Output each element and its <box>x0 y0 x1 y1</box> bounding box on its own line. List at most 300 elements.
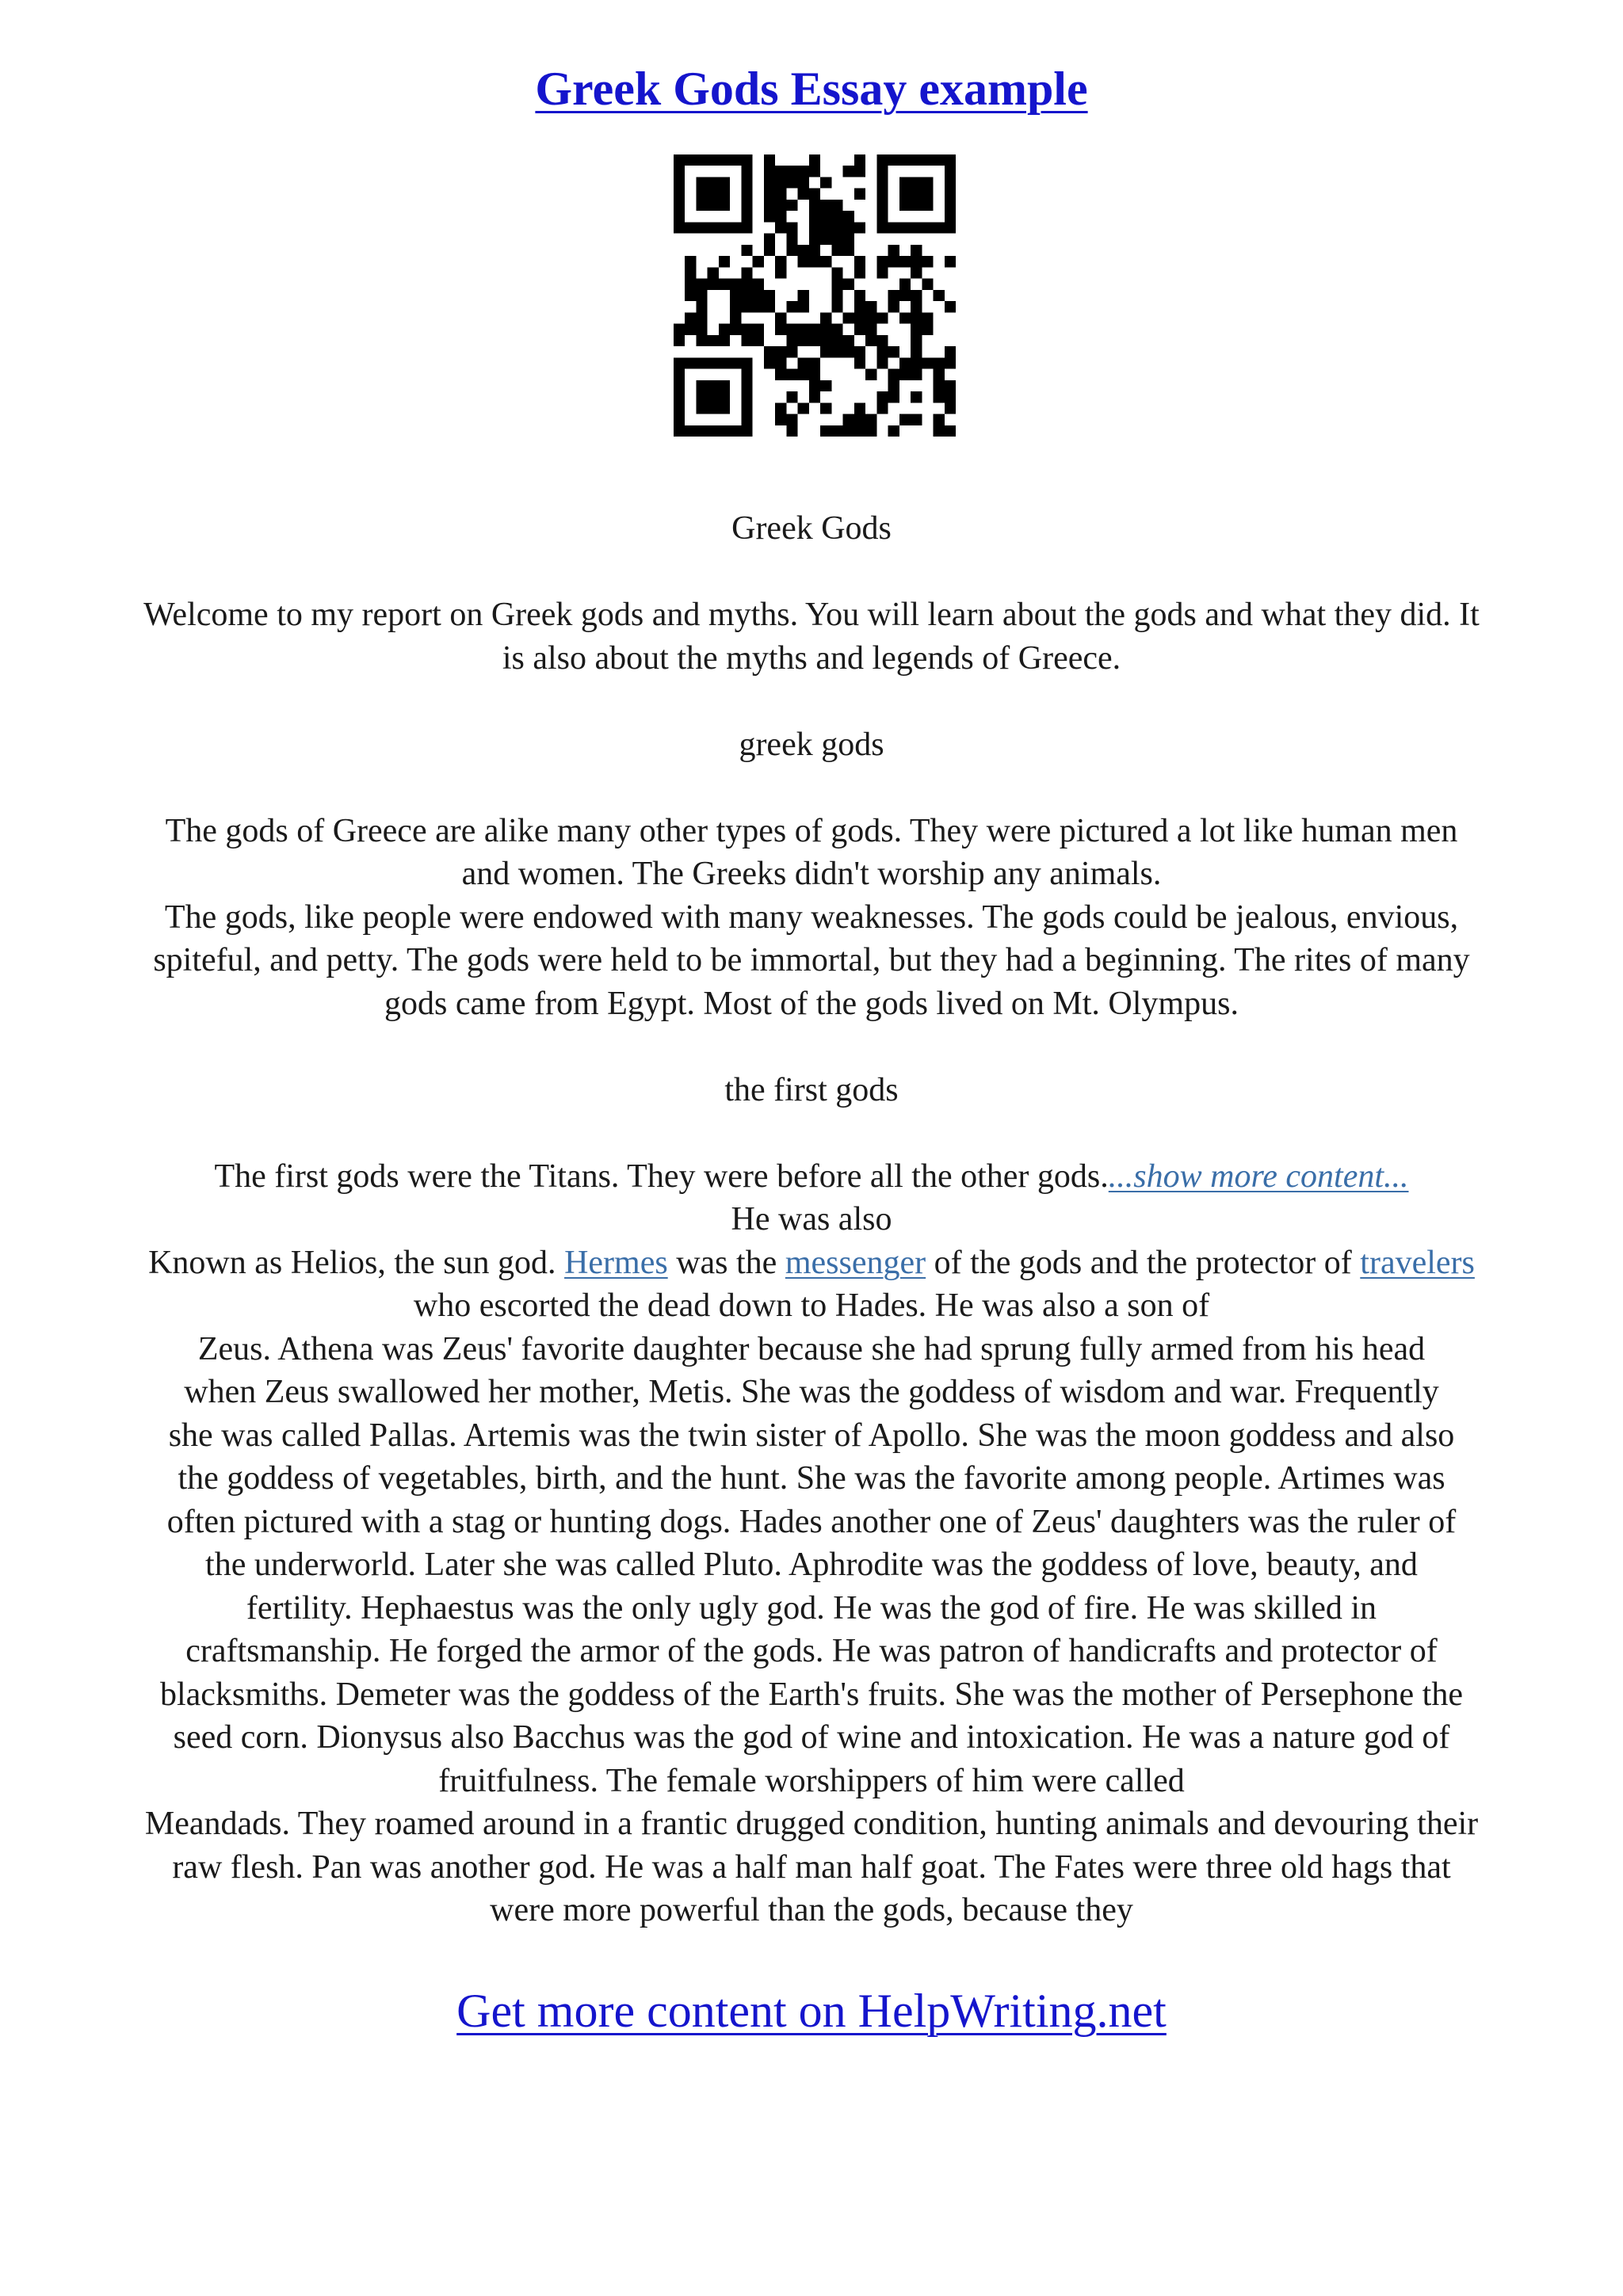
qr-module <box>696 290 707 301</box>
qr-module <box>764 290 775 301</box>
qr-module <box>911 189 922 200</box>
qr-module <box>922 200 933 211</box>
paragraph-line: gods came from Egypt. Most of the gods lived on Mt. Olympus. <box>384 985 1239 1022</box>
qr-module <box>696 154 707 166</box>
qr-module <box>865 369 876 380</box>
qr-module <box>741 414 752 425</box>
qr-module <box>685 267 696 278</box>
qr-module <box>798 369 809 380</box>
paragraph-line: He was also <box>731 1201 892 1238</box>
qr-module <box>854 312 865 323</box>
paragraph-line: The gods of Greece are alike many other types of gods. They were pictured a lot like human men <box>165 812 1458 849</box>
qr-module <box>899 189 911 200</box>
qr-module <box>696 335 707 346</box>
qr-module <box>945 211 956 222</box>
qr-module <box>843 245 854 256</box>
qr-module <box>843 222 854 233</box>
qr-module <box>775 200 786 211</box>
qr-module <box>843 425 854 437</box>
title-link[interactable]: Greek Gods Essay example <box>535 63 1088 115</box>
paragraph-line: who escorted the dead down to Hades. He was also a son of <box>413 1287 1210 1324</box>
qr-module <box>775 312 786 323</box>
qr-module <box>945 357 956 368</box>
qr-module <box>741 369 752 380</box>
qr-module <box>708 425 719 437</box>
qr-module <box>843 211 854 222</box>
qr-module <box>945 222 956 233</box>
qr-module <box>719 391 730 402</box>
qr-module <box>730 279 741 290</box>
qr-module <box>741 380 752 391</box>
qr-module <box>876 391 888 402</box>
qr-module <box>809 380 820 391</box>
qr-module <box>809 154 820 166</box>
qr-module <box>831 200 842 211</box>
qr-module <box>708 189 719 200</box>
qr-module <box>911 154 922 166</box>
messenger-link[interactable]: messenger <box>785 1244 926 1281</box>
qr-module <box>899 357 911 368</box>
qr-module <box>820 425 831 437</box>
qr-module <box>798 402 809 414</box>
qr-module <box>786 425 797 437</box>
qr-module <box>775 414 786 425</box>
qr-module <box>945 177 956 188</box>
qr-module <box>809 335 820 346</box>
qr-module <box>674 357 685 368</box>
qr-module <box>719 335 730 346</box>
qr-module <box>854 267 865 278</box>
qr-module <box>911 335 922 346</box>
qr-module <box>764 211 775 222</box>
qr-module <box>741 402 752 414</box>
paragraph-line: the goddess of vegetables, birth, and the hunt. She was the favorite among people. Artimes was <box>178 1460 1445 1497</box>
qr-module <box>741 245 752 256</box>
qr-module <box>786 234 797 245</box>
qr-module <box>876 177 888 188</box>
qr-module <box>876 200 888 211</box>
qr-module <box>674 391 685 402</box>
qr-module <box>730 324 741 335</box>
qr-module <box>719 380 730 391</box>
qr-module <box>696 380 707 391</box>
qr-module <box>719 357 730 368</box>
qr-module <box>730 301 741 312</box>
qr-module <box>854 290 865 301</box>
essay-body <box>55 507 1568 1932</box>
qr-module <box>685 256 696 267</box>
qr-module <box>674 335 685 346</box>
qr-module <box>798 357 809 368</box>
qr-module <box>911 369 922 380</box>
qr-module <box>820 234 831 245</box>
qr-module <box>922 177 933 188</box>
qr-module <box>786 324 797 335</box>
qr-module <box>674 324 685 335</box>
qr-module <box>719 324 730 335</box>
qr-module <box>719 425 730 437</box>
qr-module <box>911 290 922 301</box>
qr-module <box>922 324 933 335</box>
qr-module <box>922 189 933 200</box>
qr-module <box>764 245 775 256</box>
qr-module <box>843 312 854 323</box>
qr-module <box>809 369 820 380</box>
qr-module <box>911 357 922 368</box>
qr-module <box>820 324 831 335</box>
qr-module <box>798 166 809 177</box>
paragraph-line: were more powerful than the gods, because they <box>490 1892 1133 1928</box>
qr-module <box>899 369 911 380</box>
qr-module <box>831 234 842 245</box>
qr-module <box>786 301 797 312</box>
qr-module <box>798 189 809 200</box>
qr-module <box>843 166 854 177</box>
qr-module <box>741 267 752 278</box>
qr-module <box>685 324 696 335</box>
get-more-content-link[interactable]: Get more content on HelpWriting.net <box>456 1985 1167 2037</box>
section-heading: the first gods <box>724 1071 899 1108</box>
hermes-link[interactable]: Hermes <box>564 1244 668 1281</box>
qr-module <box>786 346 797 357</box>
qr-module <box>854 357 865 368</box>
qr-module <box>719 222 730 233</box>
qr-module <box>888 369 899 380</box>
qr-module <box>685 279 696 290</box>
qr-module <box>741 357 752 368</box>
qr-module <box>730 154 741 166</box>
qr-module <box>854 425 865 437</box>
qr-module <box>911 301 922 312</box>
qr-module <box>831 245 842 256</box>
qr-module <box>922 357 933 368</box>
qr-module <box>922 222 933 233</box>
qr-module <box>764 200 775 211</box>
qr-module <box>764 346 775 357</box>
qr-code-image <box>674 154 956 437</box>
qr-module <box>934 380 945 391</box>
qr-module <box>741 335 752 346</box>
qr-module <box>934 154 945 166</box>
show-more-link[interactable]: ...show more content... <box>1108 1158 1409 1195</box>
paragraph-line: Zeus. Athena was Zeus' favorite daughter because she had sprung fully armed from his head <box>197 1330 1426 1367</box>
qr-module <box>899 414 911 425</box>
qr-module <box>741 301 752 312</box>
qr-module <box>741 425 752 437</box>
paragraph-text: The first gods were the Titans. They were before all the other gods. <box>214 1158 1109 1195</box>
qr-module <box>843 279 854 290</box>
qr-module <box>708 279 719 290</box>
qr-module <box>786 222 797 233</box>
qr-module <box>708 222 719 233</box>
qr-module <box>741 279 752 290</box>
qr-module <box>911 324 922 335</box>
qr-module <box>945 200 956 211</box>
qr-module <box>934 290 945 301</box>
blank-line <box>55 1025 1568 1069</box>
qr-module <box>876 267 888 278</box>
qr-module <box>809 234 820 245</box>
qr-module <box>798 256 809 267</box>
qr-module <box>696 391 707 402</box>
qr-module <box>876 335 888 346</box>
paragraph-line: Meandads. They roamed around in a frantic drugged condition, hunting animals and devouring their <box>144 1806 1479 1842</box>
qr-module <box>888 425 899 437</box>
qr-module <box>741 189 752 200</box>
qr-module <box>696 279 707 290</box>
qr-module <box>809 391 820 402</box>
qr-module <box>922 312 933 323</box>
qr-module <box>876 346 888 357</box>
qr-module <box>730 290 741 301</box>
qr-module <box>708 154 719 166</box>
qr-module <box>876 189 888 200</box>
paragraph-line: fertility. Hephaestus was the only ugly god. He was the god of fire. He was skilled in <box>246 1589 1377 1627</box>
qr-module <box>843 346 854 357</box>
qr-module <box>696 177 707 188</box>
qr-module <box>820 211 831 222</box>
paragraph-line: raw flesh. Pan was another god. He was a half man half goat. The Fates were three old hags that <box>172 1848 1451 1886</box>
qr-module <box>809 357 820 368</box>
qr-module <box>775 369 786 380</box>
qr-module <box>741 166 752 177</box>
qr-module <box>685 312 696 323</box>
qr-module <box>876 312 888 323</box>
paragraph-line <box>55 1155 1568 1199</box>
qr-module <box>876 211 888 222</box>
qr-module <box>922 154 933 166</box>
qr-module <box>730 425 741 437</box>
qr-module <box>708 391 719 402</box>
qr-module <box>945 391 956 402</box>
qr-module <box>854 301 865 312</box>
qr-module <box>831 222 842 233</box>
qr-module <box>775 346 786 357</box>
travelers-link[interactable]: travelers <box>1360 1244 1475 1281</box>
qr-module <box>809 222 820 233</box>
qr-module <box>674 177 685 188</box>
qr-module <box>764 301 775 312</box>
qr-module <box>798 335 809 346</box>
qr-module <box>922 256 933 267</box>
qr-module <box>854 414 865 425</box>
qr-module <box>854 346 865 357</box>
paragraph-text: of the gods and the protector of <box>926 1244 1361 1281</box>
qr-module <box>775 267 786 278</box>
qr-module <box>674 369 685 380</box>
qr-module <box>696 357 707 368</box>
qr-module <box>888 290 899 301</box>
qr-module <box>876 256 888 267</box>
qr-module <box>786 414 797 425</box>
qr-module <box>934 369 945 380</box>
qr-module <box>809 166 820 177</box>
qr-module <box>730 357 741 368</box>
paragraph-line <box>55 1241 1568 1285</box>
paragraph-line: Welcome to my report on Greek gods and myths. You will learn about the gods and what they did. It <box>143 597 1480 633</box>
qr-module <box>843 234 854 245</box>
qr-module <box>741 290 752 301</box>
qr-module <box>708 335 719 346</box>
qr-module <box>786 245 797 256</box>
qr-module <box>820 177 831 188</box>
qr-module <box>696 189 707 200</box>
qr-module <box>674 425 685 437</box>
qr-module <box>674 402 685 414</box>
qr-module <box>741 222 752 233</box>
qr-module <box>753 324 764 335</box>
qr-module <box>911 200 922 211</box>
qr-module <box>911 267 922 278</box>
qr-module <box>764 189 775 200</box>
qr-module <box>934 222 945 233</box>
qr-module <box>764 234 775 245</box>
qr-module <box>741 177 752 188</box>
qr-module <box>753 301 764 312</box>
qr-module <box>831 267 842 278</box>
qr-module <box>674 222 685 233</box>
qr-module <box>674 166 685 177</box>
qr-module <box>945 346 956 357</box>
paragraph-line: seed corn. Dionysus also Bacchus was the god of wine and intoxication. He was a nature god of <box>173 1719 1450 1756</box>
qr-module <box>922 279 933 290</box>
qr-module <box>764 166 775 177</box>
qr-module <box>809 256 820 267</box>
paragraph-line: craftsmanship. He forged the armor of the gods. He was patron of handicrafts and protector of <box>185 1633 1438 1669</box>
essay-heading: Greek Gods <box>731 510 892 547</box>
paragraph-line: the underworld. Later she was called Pluto. Aphrodite was the goddess of love, beauty, and <box>205 1547 1418 1583</box>
qr-module <box>674 200 685 211</box>
qr-module <box>820 312 831 323</box>
qr-module <box>786 335 797 346</box>
qr-module <box>719 200 730 211</box>
qr-module <box>888 391 899 402</box>
qr-module <box>888 222 899 233</box>
qr-module <box>945 189 956 200</box>
qr-module <box>911 414 922 425</box>
qr-module <box>696 301 707 312</box>
qr-module <box>945 425 956 437</box>
qr-module <box>719 189 730 200</box>
qr-module <box>798 301 809 312</box>
qr-module <box>753 335 764 346</box>
qr-module <box>911 312 922 323</box>
qr-module <box>854 256 865 267</box>
qr-module <box>696 402 707 414</box>
qr-module <box>831 324 842 335</box>
qr-module <box>719 279 730 290</box>
paragraph-line: when Zeus swallowed her mother, Metis. She was the goddess of wisdom and war. Frequently <box>184 1374 1439 1410</box>
qr-module <box>674 154 685 166</box>
qr-module <box>843 414 854 425</box>
blank-line <box>55 1112 1568 1155</box>
section-heading: greek gods <box>739 726 884 763</box>
qr-module <box>911 222 922 233</box>
paragraph-text: was the <box>667 1244 785 1281</box>
qr-module <box>843 335 854 346</box>
qr-module <box>888 380 899 391</box>
qr-module <box>865 312 876 323</box>
qr-module <box>854 189 865 200</box>
paragraph-text: Known as Helios, the sun god. <box>148 1244 565 1281</box>
qr-module <box>899 290 911 301</box>
qr-module <box>945 402 956 414</box>
paragraph-line: blacksmiths. Demeter was the goddess of the Earth's fruits. She was the mother of Persephone the <box>159 1676 1463 1713</box>
qr-module <box>876 357 888 368</box>
qr-module <box>820 256 831 267</box>
qr-module <box>899 154 911 166</box>
qr-module <box>865 414 876 425</box>
qr-module <box>911 245 922 256</box>
qr-module <box>775 166 786 177</box>
qr-module <box>798 290 809 301</box>
qr-module <box>696 312 707 323</box>
qr-module <box>798 324 809 335</box>
qr-module <box>708 357 719 368</box>
qr-module <box>911 177 922 188</box>
qr-module <box>854 402 865 414</box>
qr-module <box>685 290 696 301</box>
qr-module <box>708 402 719 414</box>
qr-module <box>831 301 842 312</box>
qr-module <box>708 380 719 391</box>
qr-module <box>775 402 786 414</box>
qr-module <box>719 177 730 188</box>
paragraph-line: and women. The Greeks didn't worship any animals. <box>461 856 1162 892</box>
qr-module <box>876 166 888 177</box>
qr-module <box>775 324 786 335</box>
qr-module <box>945 154 956 166</box>
qr-module <box>708 200 719 211</box>
qr-module <box>934 425 945 437</box>
qr-module <box>741 391 752 402</box>
qr-module <box>685 222 696 233</box>
qr-module <box>786 369 797 380</box>
qr-module <box>786 177 797 188</box>
qr-module <box>899 256 911 267</box>
qr-module <box>831 425 842 437</box>
qr-module <box>831 335 842 346</box>
qr-module <box>809 189 820 200</box>
blank-line <box>55 680 1568 723</box>
qr-module <box>798 245 809 256</box>
qr-module <box>741 211 752 222</box>
qr-module <box>876 222 888 233</box>
qr-module <box>775 357 786 368</box>
qr-module <box>888 154 899 166</box>
qr-module <box>945 301 956 312</box>
qr-module <box>753 279 764 290</box>
qr-module <box>934 391 945 402</box>
qr-module <box>786 200 797 211</box>
qr-module <box>775 211 786 222</box>
qr-module <box>899 279 911 290</box>
qr-module <box>764 357 775 368</box>
qr-module <box>865 335 876 346</box>
qr-module <box>911 391 922 402</box>
qr-module <box>911 256 922 267</box>
qr-module <box>809 324 820 335</box>
qr-module <box>764 154 775 166</box>
blank-line <box>55 766 1568 810</box>
footer <box>0 1979 1623 2042</box>
qr-module <box>809 200 820 211</box>
qr-module <box>865 425 876 437</box>
qr-module <box>831 290 842 301</box>
qr-module <box>674 211 685 222</box>
qr-module <box>899 200 911 211</box>
qr-module <box>719 402 730 414</box>
